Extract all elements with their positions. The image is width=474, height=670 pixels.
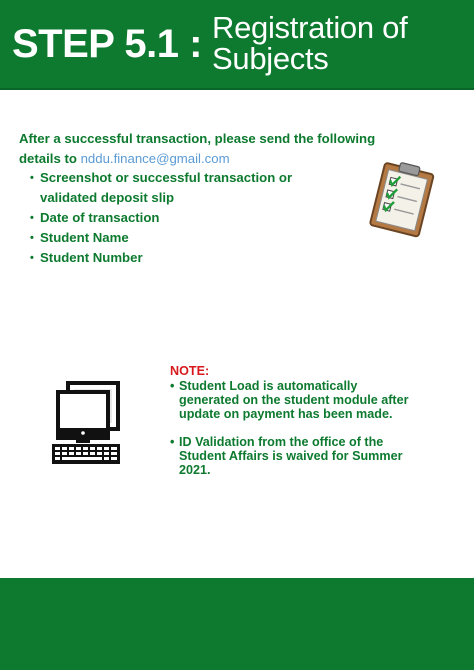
desktop-computer-icon: [50, 380, 122, 466]
checklist-clipboard-icon: [368, 160, 438, 238]
page-title: Registration of Subjects: [212, 10, 408, 76]
note-section: [170, 364, 420, 491]
list-item: • Student Load is automatically generated on the student module after update on payment has been made.: [170, 379, 420, 421]
header-banner: [0, 0, 474, 90]
required-details-list: [30, 168, 350, 268]
footer-banner: [0, 578, 474, 670]
list-item: • Date of transaction: [30, 208, 350, 228]
list-item: • Screenshot or successful transaction or validated deposit slip: [30, 168, 350, 208]
note-heading: NOTE:: [170, 364, 210, 378]
intro-text: After a successful transaction, please send the following details to: [19, 131, 376, 166]
intro-paragraph: [19, 129, 379, 169]
list-item: • Student Name: [30, 228, 350, 248]
step-label: STEP 5.1 :: [12, 22, 202, 66]
list-item: • Student Number: [30, 248, 350, 268]
list-item: • ID Validation from the office of the Student Affairs is waived for Summer 2021.: [170, 435, 420, 477]
note-list: [170, 379, 420, 477]
email-address: nddu.finance@gmail.com: [80, 151, 230, 166]
header-divider: [0, 88, 474, 90]
